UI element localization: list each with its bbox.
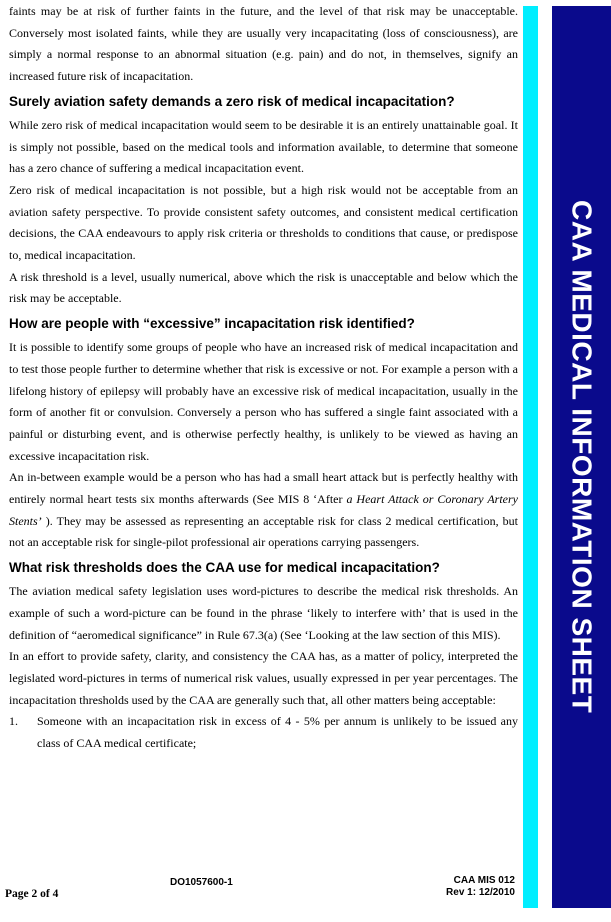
footer-doc-ref — [446, 875, 515, 899]
footer-doc-number: DO1057600-1 — [170, 877, 233, 888]
paragraph-segment: ). They may be assessed as representing an acceptable risk for class 2 medical certification, but not an acceptable risk for single-pilot professional air operations carrying passengers. — [9, 513, 518, 550]
sidebar-banner — [552, 6, 611, 908]
paragraph-caa-policy: In an effort to provide safety, clarity, and consistency the CAA has, as a matter of policy, interpreted the legislated word-pictures in terms of numerical risk values, usually expressed in per year percentages. The incapacitation thresholds used by the CAA are generally such that, all other matters being acceptable: — [9, 649, 518, 707]
paragraph-word-pictures: The aviation medical safety legislation uses word-pictures to describe the medical risk thresholds. An example of such a word-picture can be found in the phrase ‘likely to interfere with’ that is used in the definition of “aeromedical significance” in Rule 67.3(a) (See ‘Looking at the law section of this MIS). — [9, 584, 518, 642]
section-heading-zero-risk: Surely aviation safety demands a zero risk of medical incapacitation? — [9, 93, 455, 109]
section-heading-excessive-risk: How are people with “excessive” incapacitation risk identified? — [9, 316, 415, 332]
footer-page-number: Page 2 of 4 — [5, 888, 59, 900]
paragraph-identify-risk: It is possible to identify some groups of people who have an increased risk of medical incapacitation and to test those people further to determine whether that risk is excessive or not. For example a person with a lifelong history of epilepsy will probably have an excessive risk of medical incapacitation, usually in the form of another fit or convulsion. Conversely a person who has suffered a single faint associated with a painful or disturbing event, and is otherwise perfectly healthy, is unlikely to be viewed as having an excessive incapacitation risk. — [9, 340, 518, 463]
numbered-list-item — [9, 711, 518, 754]
mis-reference-title: a Heart Attack or Coronary Artery Stents’ — [9, 492, 519, 528]
footer-ref-revision: Rev 1: 12/2010 — [446, 887, 515, 898]
paragraph-zero-risk-1: While zero risk of medical incapacitation would seem to be desirable it is an entirely unattainable goal. It is simply not possible, based on the medical tools and information available, to determine that someone has a zero chance of suffering a medical incapacitation event. — [9, 117, 518, 176]
footer-ref-id: CAA MIS 012 — [453, 875, 515, 886]
list-item-number: 1. — [9, 714, 18, 729]
paragraph-segment: An in-between example would be a person who has had a small heart attack but is perfectly healthy with entirely normal heart tests six months afterwards (See MIS 8 ‘After — [9, 470, 518, 507]
sidebar-title: CAA MEDICAL INFORMATION SHEET — [566, 200, 598, 714]
page-body — [9, 1, 518, 755]
intro-paragraph: faints may be at risk of further faints in the future, and the level of that risk may be unacceptable. Conversely most isolated faints, while they are usually very incapacitating (loss of consciousness), are simply a normal response to an abnormal situation (e.g. pain) and do not, in themselves, signify an increased future risk of incapacitation. — [9, 4, 518, 84]
list-item-text: Someone with an incapacitation risk in excess of 4 - 5% per annum is unlikely to be issued any class of CAA medical certificate; — [37, 714, 518, 751]
accent-stripe — [523, 6, 538, 908]
section-heading-risk-thresholds: What risk thresholds does the CAA use for medical incapacitation? — [9, 560, 440, 576]
paragraph-risk-threshold: A risk threshold is a level, usually numerical, above which the risk is unacceptable and below which the risk may be acceptable. — [9, 269, 518, 306]
paragraph-inbetween-example — [9, 467, 518, 554]
paragraph-zero-risk-2: Zero risk of medical incapacitation is not possible, but a high risk would not be acceptable from an aviation safety perspective. To provide consistent safety outcomes, and consistent medical certification decisions, the CAA endeavours to apply risk criteria or thresholds to conditions that cause, or predispose to, medical incapacitation. — [9, 182, 518, 263]
